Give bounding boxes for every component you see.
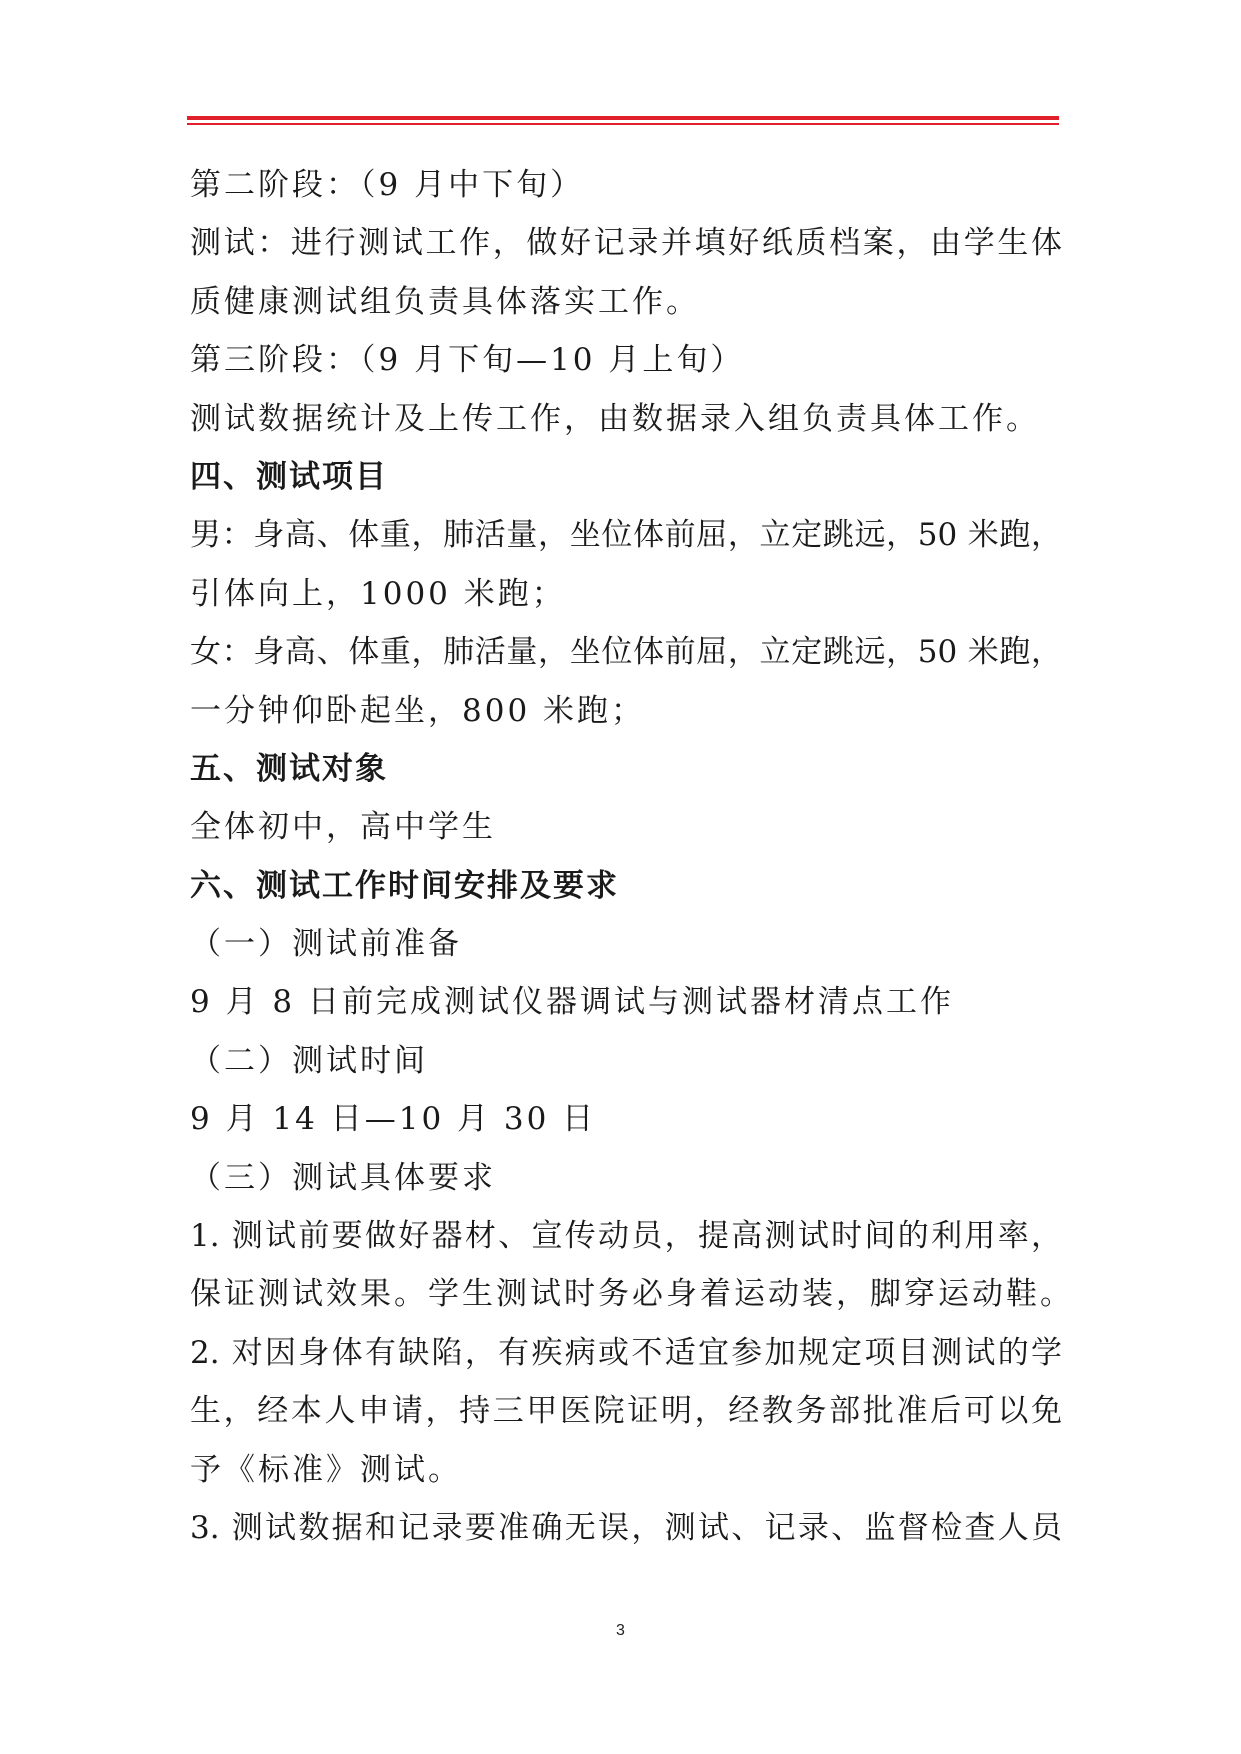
stage-two-heading: 第二阶段：（9 月中下旬）	[190, 167, 585, 203]
paragraph-line: 一分钟仰卧起坐，800 米跑；	[190, 692, 646, 729]
page-number: 3	[616, 1622, 625, 1639]
paragraph-line: 引体向上，1000 米跑；	[190, 575, 566, 612]
paragraph-line: 女：身高、体重，肺活量，坐位体前屈，立定跳远，50 米跑，	[190, 634, 1062, 671]
section-heading-test-items: 四、测试项目	[190, 458, 388, 495]
paragraph-line: 保证测试效果。学生测试时务必身着运动装，脚穿运动鞋。	[190, 1276, 1074, 1313]
paragraph-line: 9 月 14 日—10 月 30 日	[190, 1101, 597, 1138]
subsection-heading: （一）测试前准备	[190, 926, 462, 963]
paragraph-line: 9 月 8 日前完成测试仪器调试与测试器材清点工作	[190, 984, 955, 1021]
subsection-heading: （三）测试具体要求	[190, 1159, 496, 1196]
paragraph-line: 质健康测试组负责具体落实工作。	[190, 283, 700, 320]
paragraph-line: 3. 测试数据和记录要准确无误，测试、记录、监督检查人员	[190, 1509, 1062, 1546]
paragraph-line: 予《标准》测试。	[190, 1451, 462, 1488]
paragraph-line: 2. 对因身体有缺陷，有疾病或不适宜参加规定项目测试的学	[190, 1334, 1062, 1371]
paragraph-line: 测试数据统计及上传工作，由数据录入组负责具体工作。	[190, 400, 1040, 437]
header-rule-thick	[187, 116, 1059, 120]
paragraph-line: 生，经本人申请，持三甲医院证明，经教务部批准后可以免	[190, 1393, 1062, 1430]
paragraph-line: 1. 测试前要做好器材、宣传动员，提高测试时间的利用率，	[190, 1218, 1062, 1255]
stage-three-heading: 第三阶段：（9 月下旬—10 月上旬）	[190, 342, 745, 379]
section-heading-schedule: 六、测试工作时间安排及要求	[190, 867, 619, 904]
subsection-heading: （二）测试时间	[190, 1042, 428, 1079]
document-body	[190, 156, 1074, 1557]
header-rule-thin	[187, 123, 1059, 125]
paragraph-line: 测试：进行测试工作，做好记录并填好纸质档案，由学生体	[190, 225, 1062, 262]
section-heading-test-subjects: 五、测试对象	[190, 750, 388, 787]
paragraph-line: 男：身高、体重，肺活量，坐位体前屈，立定跳远，50 米跑，	[190, 517, 1062, 554]
paragraph-line: 全体初中，高中学生	[190, 809, 496, 846]
